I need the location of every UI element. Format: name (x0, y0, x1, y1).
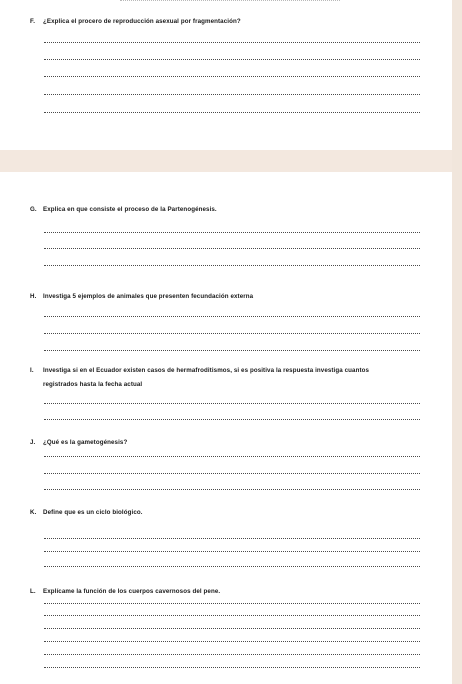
question-text: Investiga 5 ejemplos de animales que presenten fecundación externa (43, 293, 254, 300)
page-gap (0, 150, 462, 172)
answer-line[interactable] (44, 76, 420, 77)
answer-line[interactable] (44, 667, 420, 668)
answer-line[interactable] (44, 566, 420, 567)
answer-line[interactable] (44, 350, 420, 351)
question-letter: H. (30, 293, 37, 300)
answer-line[interactable] (44, 419, 420, 420)
question-letter: F. (30, 18, 36, 25)
answer-line[interactable] (44, 94, 420, 95)
answer-line[interactable] (44, 333, 420, 334)
question-letter: J. (30, 439, 36, 446)
question-i (30, 367, 430, 374)
answer-line[interactable] (44, 248, 420, 249)
answer-line[interactable] (44, 473, 420, 474)
question-k (30, 509, 430, 516)
answer-line[interactable] (44, 654, 420, 655)
question-text: Explica en que consiste el proceso de la Partenogénesis. (43, 206, 217, 213)
answer-line[interactable] (44, 403, 420, 404)
question-letter: K. (30, 509, 37, 516)
answer-line[interactable] (44, 112, 420, 113)
question-text: ¿Explica el procero de reproducción asexual por fragmentación? (43, 18, 241, 25)
answer-line[interactable] (44, 538, 420, 539)
answer-line[interactable] (44, 316, 420, 317)
answer-line[interactable] (44, 641, 420, 642)
answer-line[interactable] (44, 232, 420, 233)
answer-line[interactable] (44, 615, 420, 616)
question-text: registrados hasta la fecha actual (43, 381, 143, 388)
question-i-continuation (43, 381, 443, 388)
question-text: ¿Qué es la gametogénesis? (43, 439, 128, 446)
question-text: Define que es un ciclo biológico. (43, 509, 143, 516)
answer-line[interactable] (44, 628, 420, 629)
answer-line[interactable] (44, 59, 420, 60)
answer-line[interactable] (44, 489, 420, 490)
answer-line[interactable] (44, 456, 420, 457)
answer-line[interactable] (44, 551, 420, 552)
question-text: Explícame la función de los cuerpos cavernosos del pene. (43, 588, 221, 595)
question-letter: L. (30, 588, 36, 595)
question-j (30, 439, 430, 446)
question-g (30, 206, 430, 213)
question-text: Investiga si en el Ecuador existen casos de hermafroditismos, si es positiva la respuesta investiga cuantos (43, 367, 370, 374)
question-l (30, 588, 430, 595)
question-h (30, 293, 430, 300)
answer-line[interactable] (44, 603, 420, 604)
answer-line[interactable] (44, 42, 420, 43)
top-scribble (120, 0, 340, 7)
answer-line[interactable] (44, 265, 420, 266)
question-letter: G. (30, 206, 37, 213)
question-letter: I. (30, 367, 34, 374)
page-edge (452, 0, 462, 684)
question-f (30, 18, 430, 25)
